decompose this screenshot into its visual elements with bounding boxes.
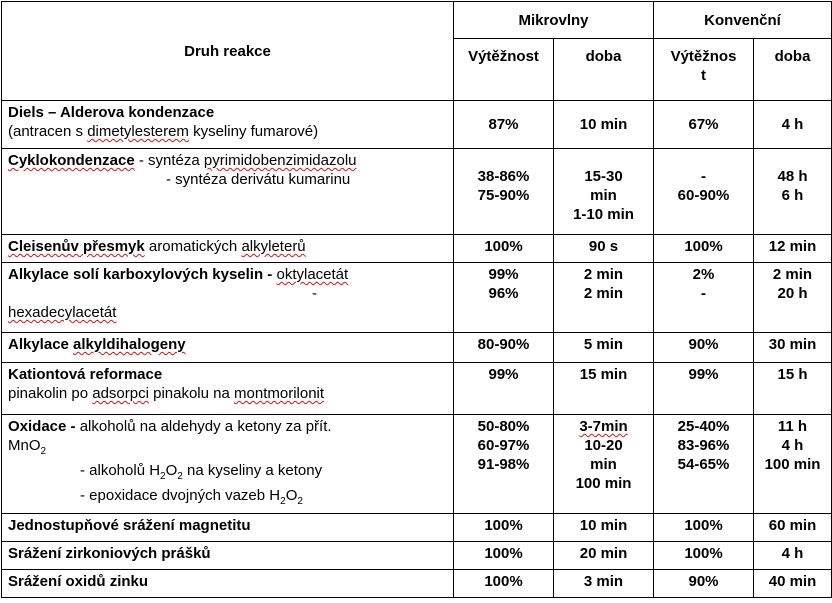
yield-mw-cell: 100% — [454, 235, 554, 263]
yield-mw-cell: 100% — [454, 570, 554, 598]
header-reaction-type: Druh reakce — [2, 2, 454, 101]
yield-mw-cell: 100% — [454, 542, 554, 570]
yield-mw-cell: 38-86% 75-90% — [454, 149, 554, 235]
time-conv-cell: 2 min 20 h — [754, 263, 832, 333]
header-microwave: Mikrovlny — [454, 2, 654, 39]
table-row — [2, 570, 832, 598]
table-row — [2, 514, 832, 542]
reaction-cell: Cyklokondenzace - syntéza pyrimidobenzimidazolu - syntéza derivátu kumarinu — [2, 149, 454, 235]
table-row — [2, 101, 832, 149]
table-row — [2, 415, 832, 514]
table-row — [2, 263, 832, 333]
header-conventional: Konvenční — [654, 2, 832, 39]
reaction-cell: Alkylace solí karboxylových kyselin - oktylacetát - hexadecylacetát — [2, 263, 454, 333]
yield-mw-cell: 99% — [454, 363, 554, 415]
yield-mw-cell: 100% — [454, 514, 554, 542]
yield-conv-cell: 25-40% 83-96% 54-65% — [654, 415, 754, 514]
time-conv-cell: 30 min — [754, 333, 832, 363]
time-conv-cell: 12 min — [754, 235, 832, 263]
yield-mw-cell: 87% — [454, 101, 554, 149]
yield-conv-cell: 67% — [654, 101, 754, 149]
time-mw-cell: 2 min 2 min — [554, 263, 654, 333]
yield-mw-cell: 50-80% 60-97% 91-98% — [454, 415, 554, 514]
yield-conv-cell: 100% — [654, 514, 754, 542]
time-conv-cell: 15 h — [754, 363, 832, 415]
reaction-cell: Srážení zirkoniových prášků — [2, 542, 454, 570]
yield-conv-cell: 90% — [654, 570, 754, 598]
table-row — [2, 542, 832, 570]
table-row — [2, 235, 832, 263]
yield-conv-cell: 99% — [654, 363, 754, 415]
reaction-cell: Kationtová reformace pinakolin po adsorpci pinakolu na montmorilonit — [2, 363, 454, 415]
reaction-comparison-table — [1, 1, 832, 598]
reaction-cell: Diels – Alderova kondenzace (antracen s dimetylesterem kyseliny fumarové) — [2, 101, 454, 149]
time-conv-cell: 48 h 6 h — [754, 149, 832, 235]
reaction-cell: Alkylace alkyldihalogeny — [2, 333, 454, 363]
reaction-cell: Jednostupňové srážení magnetitu — [2, 514, 454, 542]
time-mw-cell: 90 s — [554, 235, 654, 263]
table-row — [2, 149, 832, 235]
yield-mw-cell: 80-90% — [454, 333, 554, 363]
time-conv-cell: 4 h — [754, 101, 832, 149]
yield-conv-cell: 90% — [654, 333, 754, 363]
time-mw-cell: 3-7min 10-20 min 100 min — [554, 415, 654, 514]
header-yield-mw: Výtěžnost — [454, 39, 554, 101]
yield-conv-cell: - 60-90% — [654, 149, 754, 235]
header-time-mw: doba — [554, 39, 654, 101]
time-mw-cell: 10 min — [554, 101, 654, 149]
yield-conv-cell: 100% — [654, 235, 754, 263]
time-conv-cell: 60 min — [754, 514, 832, 542]
header-time-conv: doba — [754, 39, 832, 101]
time-conv-cell: 40 min — [754, 570, 832, 598]
table-row — [2, 363, 832, 415]
table-row — [2, 333, 832, 363]
time-mw-cell: 20 min — [554, 542, 654, 570]
reaction-cell: Oxidace - alkoholů na aldehydy a ketony za přít. MnO$_2$ - alkoholů $H_2O_2$ na kyseliny a ketony - epoxidace dvojných vazeb $H_2O_2$ — [2, 415, 454, 514]
time-conv-cell: 4 h — [754, 542, 832, 570]
reaction-cell: Cleisenův přesmyk aromatických alkyleterů — [2, 235, 454, 263]
time-mw-cell: 10 min — [554, 514, 654, 542]
time-conv-cell: 11 h 4 h 100 min — [754, 415, 832, 514]
yield-mw-cell: 99% 96% — [454, 263, 554, 333]
time-mw-cell: 3 min — [554, 570, 654, 598]
yield-conv-cell: 100% — [654, 542, 754, 570]
time-mw-cell: 5 min — [554, 333, 654, 363]
reaction-cell: Srážení oxidů zinku — [2, 570, 454, 598]
time-mw-cell: 15 min — [554, 363, 654, 415]
header-row-1 — [2, 2, 832, 39]
yield-conv-cell: 2% - — [654, 263, 754, 333]
header-yield-conv: Výtěžnos t — [654, 39, 754, 101]
time-mw-cell: 15-30 min 1-10 min — [554, 149, 654, 235]
